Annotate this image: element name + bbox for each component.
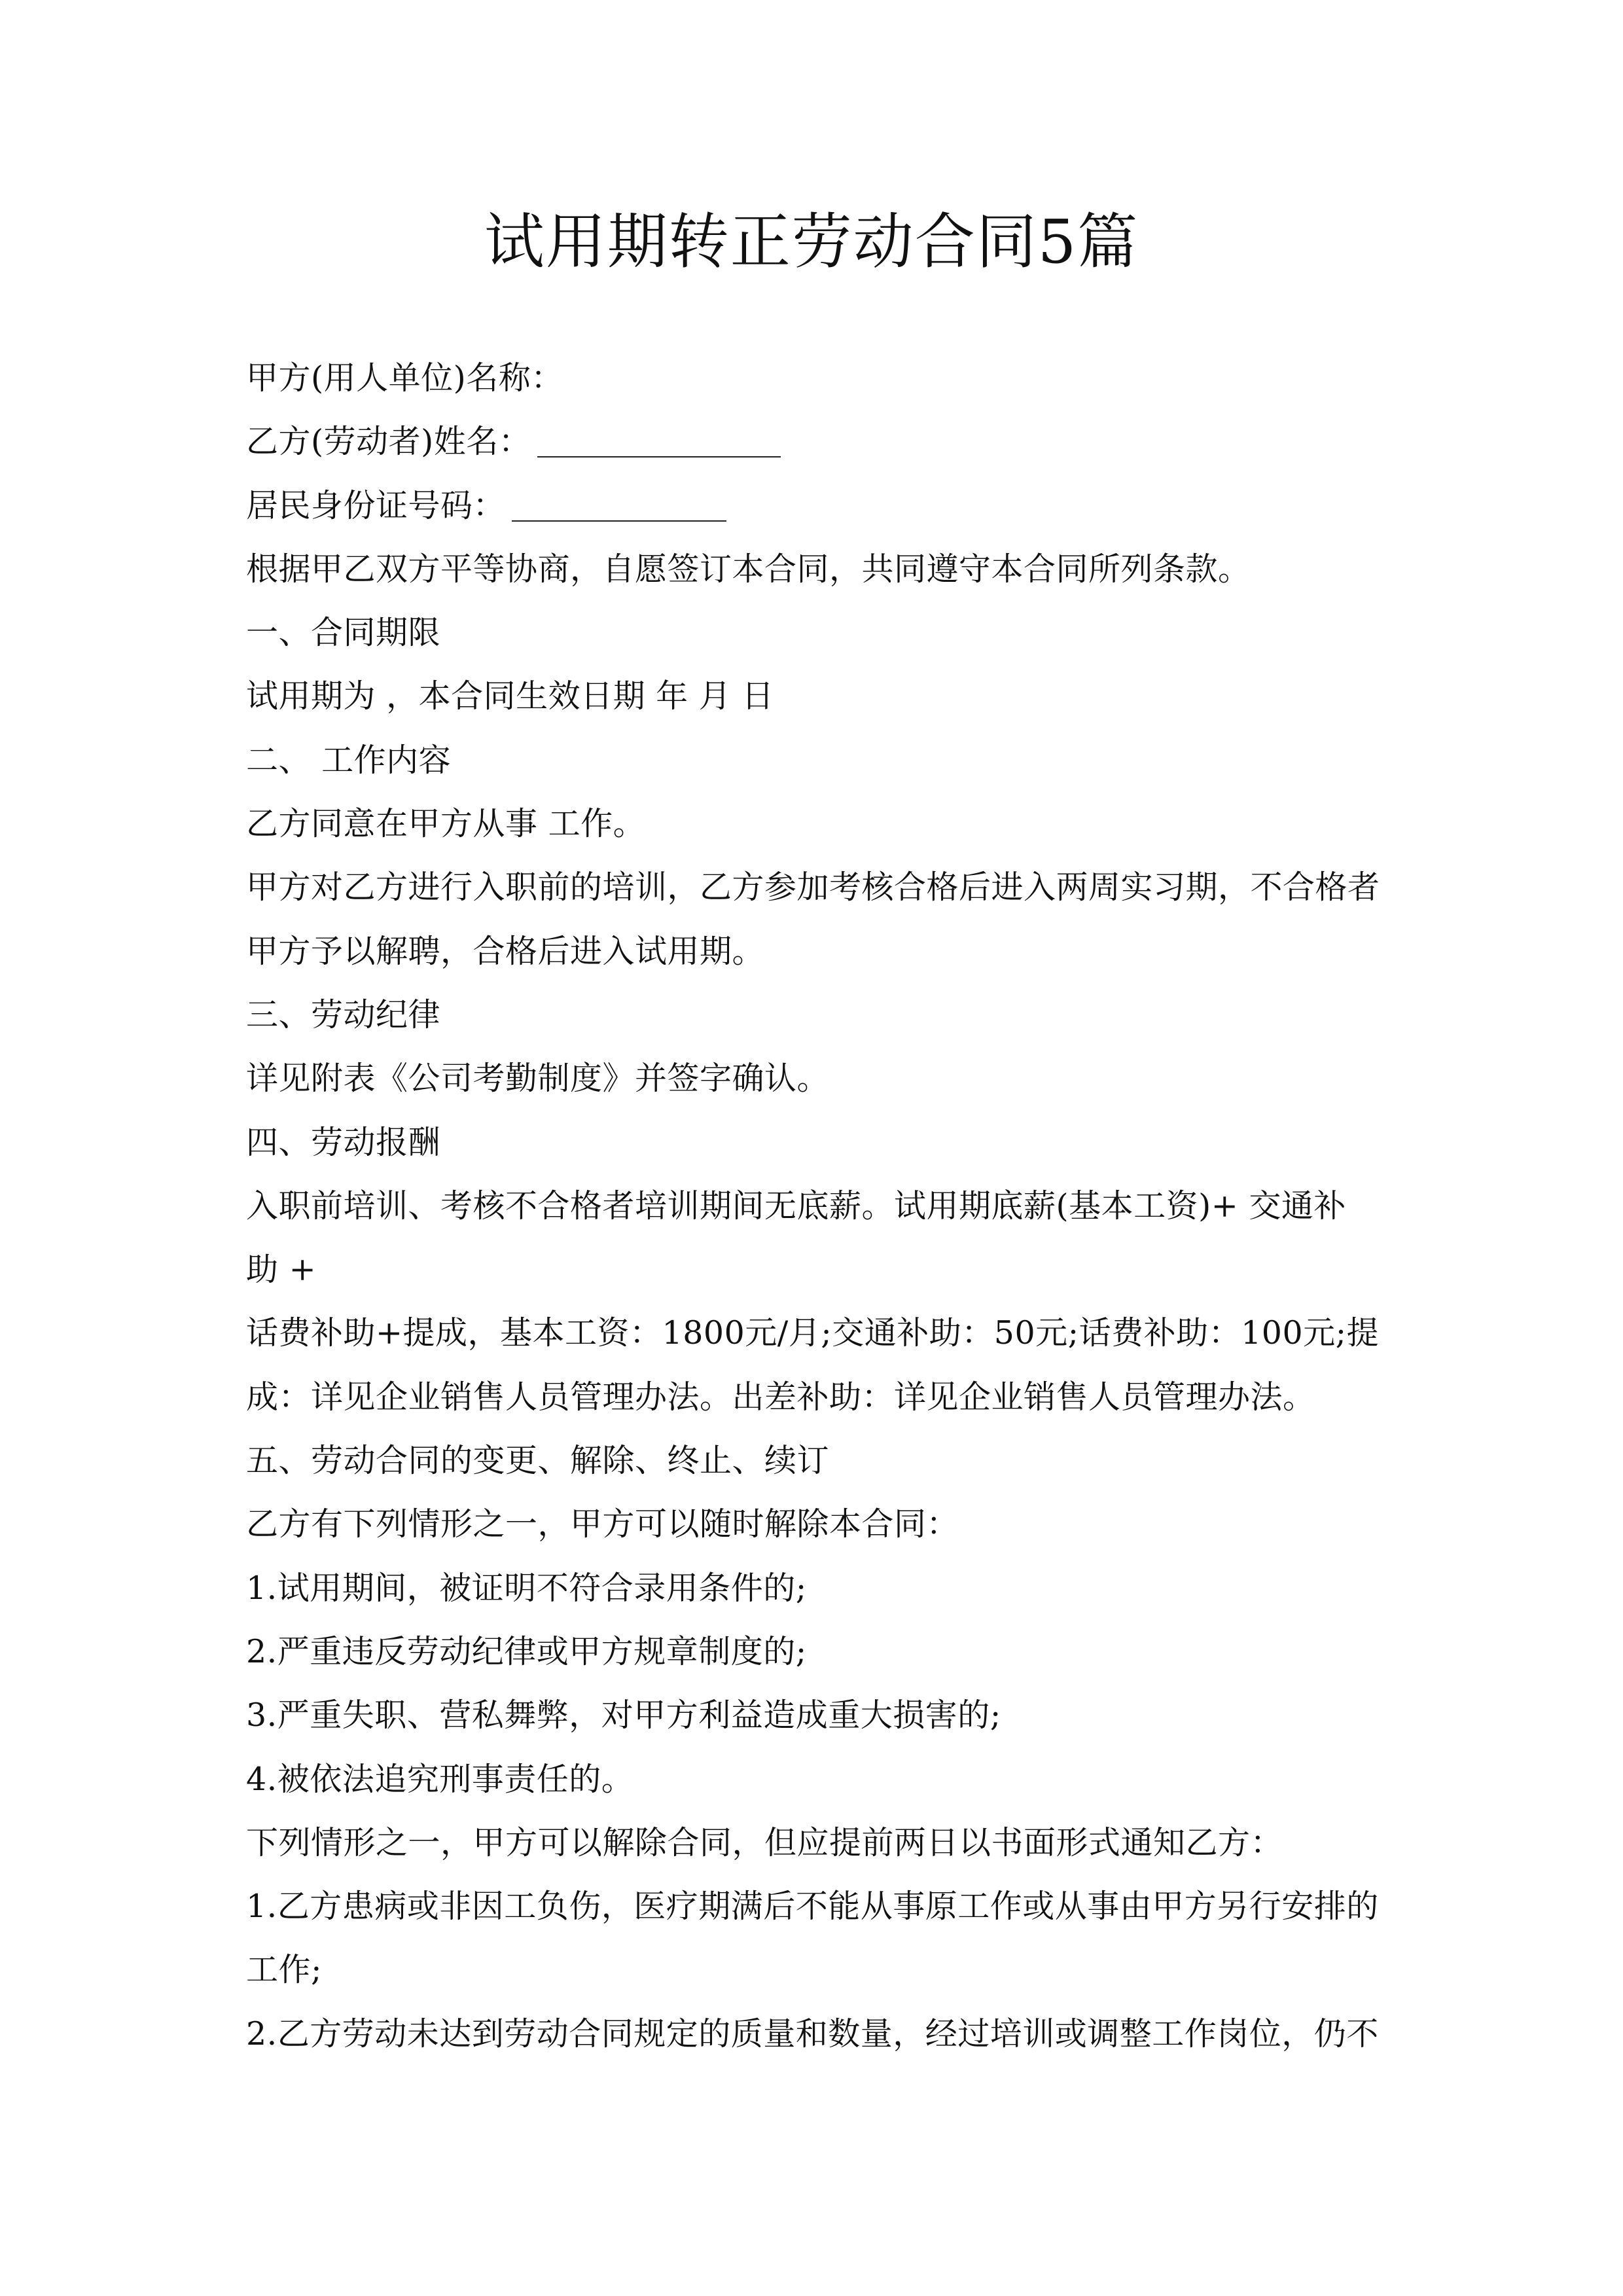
line-text: 详见附表《公司考勤制度》并签字确认。	[246, 1060, 830, 1098]
paragraph-line	[246, 346, 1385, 410]
line-text: 三、劳动纪律	[246, 996, 441, 1033]
paragraph-line	[246, 920, 1385, 983]
line-text: 五、劳动合同的变更、解除、终止、续订	[246, 1442, 830, 1480]
line-text: 四、劳动报酬	[246, 1123, 441, 1161]
line-text: 成：详见企业销售人员管理办法。出差补助：详见企业销售人员管理办法。	[246, 1378, 1315, 1416]
paragraph-line	[246, 1429, 1385, 1492]
line-text: 根据甲乙双方平等协商，自愿签订本合同，共同遵守本合同所列条款。	[246, 550, 1251, 588]
paragraph-line	[246, 1938, 1385, 2001]
line-text: 居民身份证号码：	[246, 486, 506, 524]
paragraph-line	[246, 1556, 1385, 1620]
paragraph-line	[246, 537, 1385, 601]
document-title: 试用期转正劳动合同5篇	[484, 207, 1139, 277]
paragraph-line	[246, 1620, 1385, 1683]
paragraph-line	[246, 2002, 1385, 2066]
paragraph-line	[246, 1365, 1385, 1429]
paragraph-line	[246, 1301, 1385, 1365]
paragraph-line	[246, 728, 1385, 792]
paragraph-line	[246, 1683, 1385, 1747]
line-text: 2.严重违反劳动纪律或甲方规章制度的;	[246, 1632, 807, 1670]
line-text: 试用期为 ，本合同生效日期 年 月 日	[246, 677, 774, 715]
line-text: 乙方有下列情形之一，甲方可以随时解除本合同：	[246, 1505, 959, 1543]
paragraph-line	[246, 1811, 1385, 1874]
paragraph-line	[246, 664, 1385, 728]
paragraph-line	[246, 1111, 1385, 1174]
paragraph-line	[246, 1492, 1385, 1556]
paragraph-line	[246, 601, 1385, 664]
paragraph-line	[246, 855, 1385, 919]
fill-in-blank	[537, 417, 781, 457]
line-text: 甲方对乙方进行入职前的培训，乙方参加考核合格后进入两周实习期，不合格者	[246, 869, 1380, 906]
line-text: 下列情形之一，甲方可以解除合同，但应提前两日以书面形式通知乙方：	[246, 1823, 1283, 1861]
line-text: 助 +	[246, 1251, 317, 1289]
paragraph-line	[246, 983, 1385, 1047]
paragraph-line	[246, 1238, 1385, 1301]
line-text: 甲方予以解聘，合格后进入试用期。	[246, 932, 765, 970]
paragraph-line	[246, 1748, 1385, 1811]
line-text: 2.乙方劳动未达到劳动合同规定的质量和数量，经过培训或调整工作岗位，仍不	[246, 2015, 1379, 2053]
paragraph-line	[246, 792, 1385, 855]
line-text: 话费补助+提成，基本工资：1800元/月;交通补助：50元;话费补助：100元;提	[246, 1314, 1380, 1352]
line-text: 1.乙方患病或非因工负伤，医疗期满后不能从事原工作或从事由甲方另行安排的	[246, 1888, 1379, 1926]
line-text: 乙方(劳动者)姓名：	[246, 423, 531, 461]
line-text: 乙方同意在甲方从事 工作。	[246, 805, 646, 843]
paragraph-line	[246, 1874, 1385, 1938]
paragraph-line	[246, 1047, 1385, 1110]
paragraph-line	[246, 1174, 1385, 1238]
fill-in-blank	[512, 481, 726, 522]
line-text: 3.严重失职、营私舞弊，对甲方利益造成重大损害的;	[246, 1696, 1001, 1734]
line-text: 工作;	[246, 1951, 323, 1989]
paragraph-line	[246, 410, 1385, 473]
line-text: 甲方(用人单位)名称：	[246, 359, 563, 397]
line-text: 4.被依法追究刑事责任的。	[246, 1760, 634, 1798]
line-text: 入职前培训、考核不合格者培训期间无底薪。试用期底薪(基本工资)+ 交通补	[246, 1187, 1346, 1225]
line-text: 二、 工作内容	[246, 741, 452, 779]
line-text: 1.试用期间，被证明不符合录用条件的;	[246, 1569, 807, 1607]
line-text: 一、合同期限	[246, 614, 441, 652]
paragraph-line	[246, 474, 1385, 537]
document-body	[246, 346, 1385, 2066]
